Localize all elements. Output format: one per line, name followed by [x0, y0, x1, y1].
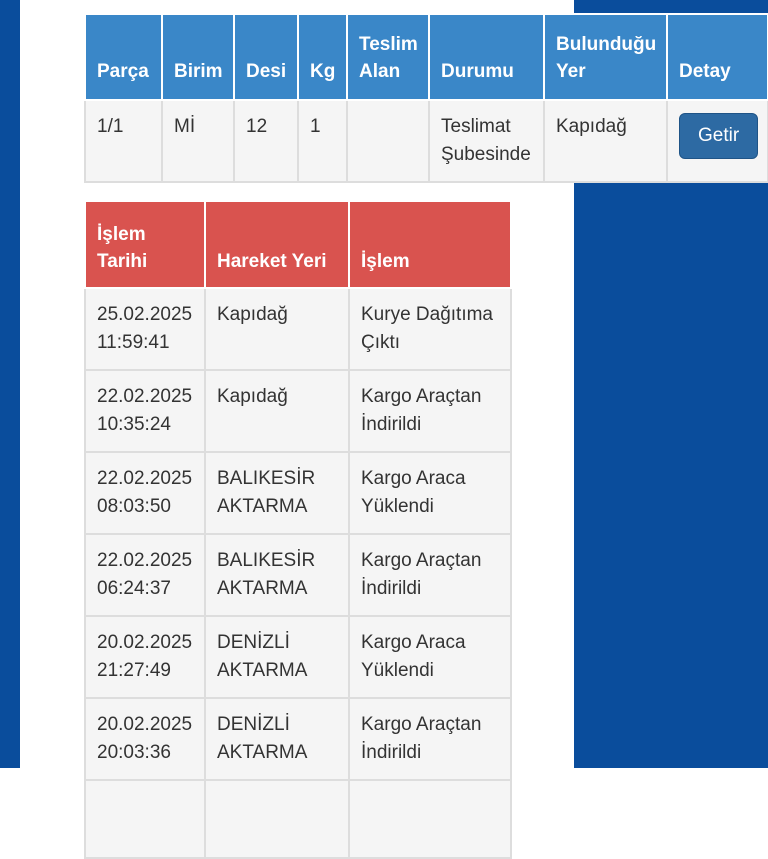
history-row — [85, 780, 511, 858]
cell-islem — [349, 780, 511, 858]
cell-islem: Kargo Araçtan İndirildi — [349, 370, 511, 452]
cell-teslim-alan — [347, 100, 429, 182]
cell-parca: 1/1 — [85, 100, 162, 182]
history-table — [84, 200, 512, 859]
header-parca: Parça — [85, 14, 162, 100]
parcel-header-row — [85, 14, 768, 100]
cell-hareket-yeri: BALIKESİR AKTARMA — [205, 534, 349, 616]
cell-tarih: 22.02.2025 06:24:37 — [85, 534, 205, 616]
cell-hareket-yeri — [205, 780, 349, 858]
cell-islem: Kargo Araca Yüklendi — [349, 616, 511, 698]
cell-islem: Kargo Araçtan İndirildi — [349, 698, 511, 780]
cell-tarih — [85, 780, 205, 858]
cell-desi: 12 — [234, 100, 298, 182]
cell-tarih: 20.02.2025 21:27:49 — [85, 616, 205, 698]
header-durumu: Durumu — [429, 14, 544, 100]
cell-durumu: Teslimat Şubesinde — [429, 100, 544, 182]
cell-tarih: 22.02.2025 08:03:50 — [85, 452, 205, 534]
header-detay: Detay — [667, 14, 768, 100]
parcel-table — [84, 13, 768, 183]
history-row — [85, 534, 511, 616]
header-bulundugu-yer: Bulunduğu Yer — [544, 14, 667, 100]
left-blue-bar — [0, 0, 20, 768]
cell-hareket-yeri: BALIKESİR AKTARMA — [205, 452, 349, 534]
cell-birim: Mİ — [162, 100, 234, 182]
history-row — [85, 616, 511, 698]
cell-tarih: 20.02.2025 20:03:36 — [85, 698, 205, 780]
cell-islem: Kurye Dağıtıma Çıktı — [349, 288, 511, 370]
history-row — [85, 370, 511, 452]
parcel-row — [85, 100, 768, 182]
getir-button[interactable]: Getir — [679, 113, 758, 159]
cell-tarih: 25.02.2025 11:59:41 — [85, 288, 205, 370]
cell-hareket-yeri: Kapıdağ — [205, 370, 349, 452]
cell-kg: 1 — [298, 100, 347, 182]
history-row — [85, 288, 511, 370]
cell-detay — [667, 100, 768, 182]
header-desi: Desi — [234, 14, 298, 100]
history-row — [85, 452, 511, 534]
cell-islem: Kargo Araca Yüklendi — [349, 452, 511, 534]
header-hareket-yeri: Hareket Yeri — [205, 201, 349, 288]
cell-hareket-yeri: DENİZLİ AKTARMA — [205, 616, 349, 698]
cell-hareket-yeri: Kapıdağ — [205, 288, 349, 370]
history-header-row — [85, 201, 511, 288]
cell-hareket-yeri: DENİZLİ AKTARMA — [205, 698, 349, 780]
header-islem-tarihi: İşlem Tarihi — [85, 201, 205, 288]
header-teslim-alan: Teslim Alan — [347, 14, 429, 100]
cell-islem: Kargo Araçtan İndirildi — [349, 534, 511, 616]
header-kg: Kg — [298, 14, 347, 100]
header-birim: Birim — [162, 14, 234, 100]
cell-tarih: 22.02.2025 10:35:24 — [85, 370, 205, 452]
header-islem: İşlem — [349, 201, 511, 288]
cell-bulundugu-yer: Kapıdağ — [544, 100, 667, 182]
